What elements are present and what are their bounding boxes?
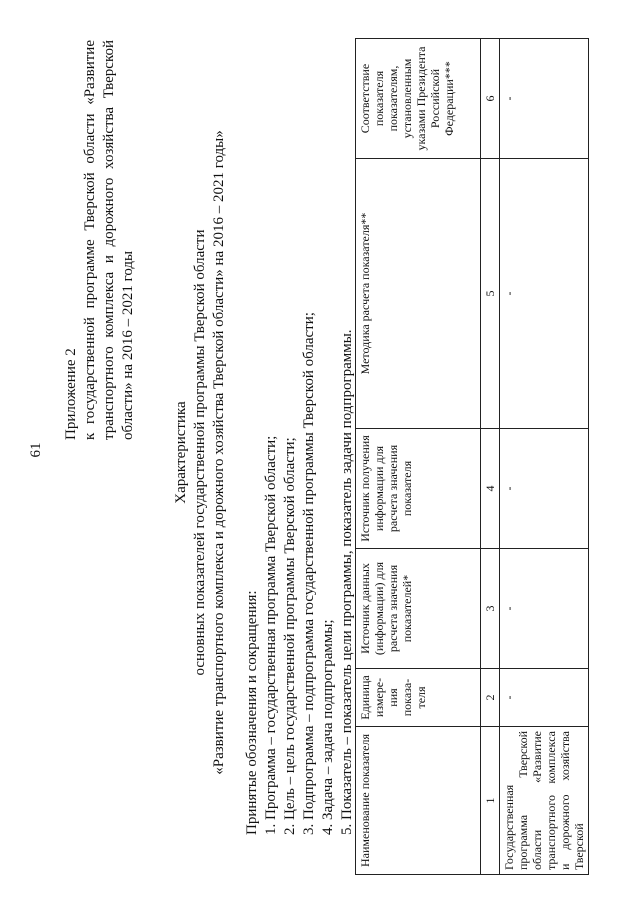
header-info-source: Источник получения информации для расчета значения показателя [356,429,481,549]
table-header-row [356,39,481,875]
appendix-block [62,40,138,440]
column-number: 2 [481,669,500,727]
page-number: 61 [28,442,44,458]
row-indicator-name: Государственная программа Тверской области «Развитие транспортного комплекса и дорожного хозяйства Тверской [500,727,589,875]
header-unit: Единица измере-ния показа-теля [356,669,481,727]
column-number: 1 [481,727,500,875]
row-unit: - [500,669,589,727]
column-number: 6 [481,39,500,159]
row-data-source: - [500,549,589,669]
title-line-3: «Развитие транспортного комплекса и дорожного хозяйства Тверской области» на 2016 – 2021 годы» [211,130,227,775]
header-compliance: Соответствие показателя показателям, установленным указами Президента Российской Федерации*** [356,39,481,159]
legend-item: 1. Программа – государственная программа Тверской области; [263,435,279,835]
document-title [172,40,229,865]
legend-item: 3. Подпрограмма – подпрограмма государственной программы Тверской области; [301,312,317,835]
legend-item: 4. Задача – задача подпрограммы; [320,619,336,835]
appendix-title: Приложение 2 [63,348,79,440]
row-method: - [500,159,589,429]
row-info-source: - [500,429,589,549]
table-row [500,39,589,875]
title-line-2: основных показателей государственной программы Тверской области [192,229,208,676]
column-number: 4 [481,429,500,549]
legend-item: 5. Показатель – показатель цели программы, показатель задачи подпрограммы. [339,329,355,835]
table-number-row [481,39,500,875]
legend [243,55,357,835]
header-indicator-name: Наименование показателя [356,727,481,875]
column-number: 3 [481,549,500,669]
row-compliance: - [500,39,589,159]
header-data-source: Источник данных (информации) для расчета значения показателей* [356,549,481,669]
column-number: 5 [481,159,500,429]
title-line-1: Характеристика [173,401,189,504]
legend-item: 2. Цель – цель государственной программы Тверской области; [282,437,298,835]
appendix-text: к государственной программе Тверской области «Развитие транспортного комплекса и дорожного хозяйства Тверской области» на 2016 – 2021 годы [82,40,136,440]
indicators-table [355,38,589,875]
legend-heading: Принятые обозначения и сокращения: [244,590,260,835]
header-method: Методика расчета показателя** [356,159,481,429]
